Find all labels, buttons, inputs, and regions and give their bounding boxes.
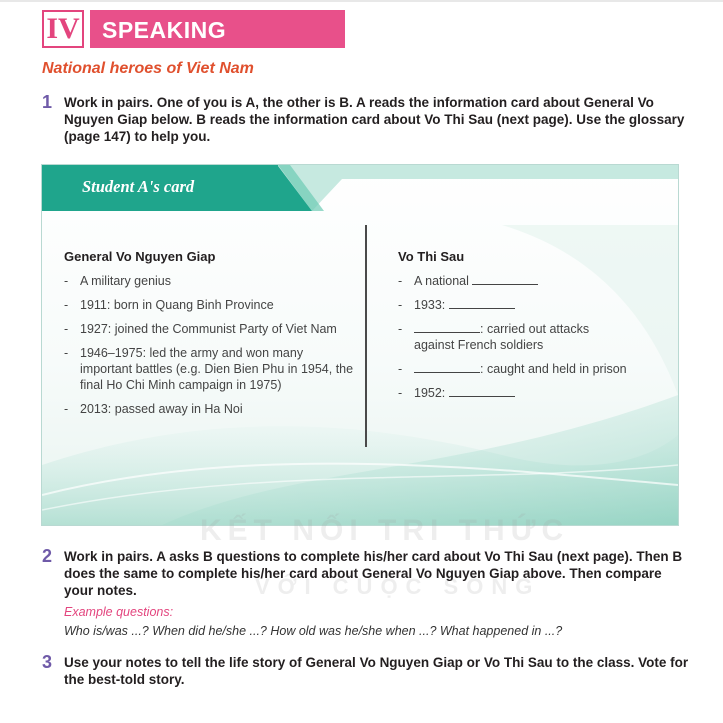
list-item: [398, 361, 668, 377]
column-heading: General Vo Nguyen Giap: [64, 249, 216, 264]
watermark-line-1: KẾT NỐI TRI THỨC: [200, 514, 570, 547]
task-number: 1: [42, 92, 53, 112]
fact-list: [64, 273, 354, 417]
example-questions: Who is/was ...? When did he/she ...? How old was he/she when ...? What happened in ...?: [64, 624, 563, 638]
item-text: 1952:: [414, 386, 446, 400]
list-item: [398, 321, 668, 353]
answer-blank: [449, 385, 515, 397]
list-item: [398, 273, 668, 289]
watermark-line-2: VỚI CUỘC SỐNG: [255, 574, 541, 599]
list-item: - A military genius: [64, 273, 354, 289]
list-item: - 1927: joined the Communist Party of Viet Nam: [64, 321, 354, 337]
task-instruction: Use your notes to tell the life story of General Vo Nguyen Giap or Vo Thi Sau to the class. Vote for the best-told story.: [64, 655, 689, 687]
fact-list: [398, 273, 668, 401]
answer-blank: [414, 361, 480, 373]
lesson-subtitle: National heroes of Viet Nam: [42, 60, 254, 77]
section-title: SPEAKING: [90, 10, 345, 48]
task-instruction: Work in pairs. One of you is A, the other is B. A reads the information card about General Vo Nguyen Giap below. B reads the information card about Vo Thi Sau (next page). Use the glossary (page 147) to help you.: [64, 95, 685, 144]
list-item: - 1911: born in Quang Binh Province: [64, 297, 354, 313]
item-text-continued: against French soldiers: [414, 338, 544, 352]
example-label: Example questions:: [64, 605, 174, 619]
answer-blank: [472, 273, 538, 285]
task-number: 2: [42, 546, 53, 566]
list-item: - 2013: passed away in Ha Noi: [64, 401, 354, 417]
list-item: - 1946–1975: led the army and won many important battles (e.g. Dien Bien Phu in 1954, the final Ho Chi Minh campaign in 1975): [64, 345, 354, 393]
list-item: [398, 297, 668, 313]
item-text: A national: [414, 274, 469, 288]
top-rule: [0, 0, 723, 2]
task-number: 3: [42, 652, 53, 672]
list-item: [398, 385, 668, 401]
item-text: : carried out attacks: [480, 322, 590, 336]
card-column-sau: [398, 249, 668, 409]
item-text: : caught and held in prison: [480, 362, 627, 376]
card-column-giap: [64, 249, 354, 425]
answer-blank: [414, 321, 480, 333]
student-a-card: [41, 164, 679, 526]
column-heading: Vo Thi Sau: [398, 249, 465, 264]
item-text: 1933:: [414, 298, 446, 312]
column-divider: [365, 225, 367, 447]
answer-blank: [449, 297, 515, 309]
card-title: Student A's card: [82, 177, 195, 196]
task-instruction: Work in pairs. A asks B questions to complete his/her card about Vo Thi Sau (next page). Then B does the same to complete his/her card about General Vo Nguyen Giap above. Then compare your notes.: [64, 549, 683, 598]
section-number: IV: [42, 10, 84, 48]
